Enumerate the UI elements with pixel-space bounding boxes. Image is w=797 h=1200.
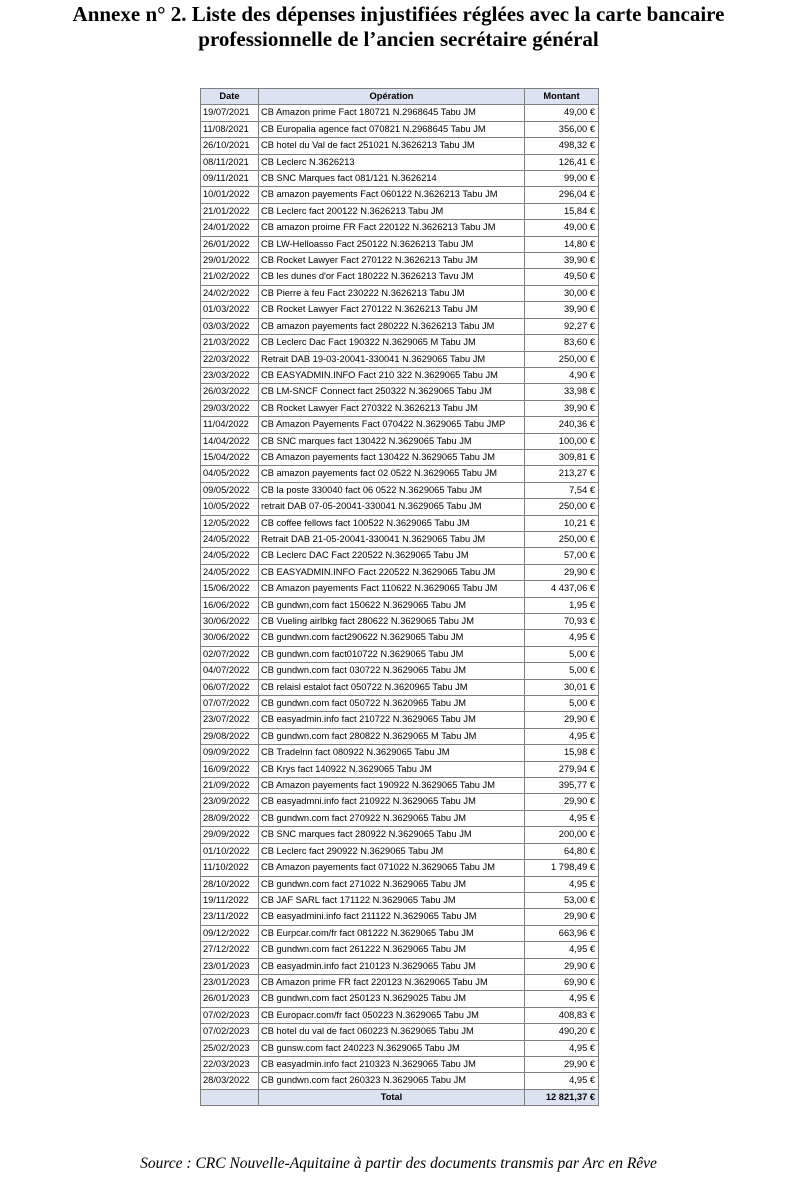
total-row [201, 1089, 599, 1105]
cell-date: 03/03/2022 [201, 318, 259, 334]
table-row [201, 827, 599, 843]
cell-operation: CB gundwn.com fact 261222 N.3629065 Tabu JM [259, 942, 525, 958]
cell-operation: CB gundwn.com fact 270922 N.3629065 Tabu JM [259, 810, 525, 826]
cell-montant: 7,54 € [525, 482, 599, 498]
table-row [201, 1024, 599, 1040]
cell-montant: 99,00 € [525, 171, 599, 187]
table-row [201, 236, 599, 252]
table-row [201, 974, 599, 990]
table-row [201, 417, 599, 433]
cell-date: 01/10/2022 [201, 843, 259, 859]
cell-date: 11/10/2022 [201, 860, 259, 876]
cell-montant: 4 437,06 € [525, 581, 599, 597]
cell-operation: CB les dunes d'or Fact 180222 N.3626213 Tavu JM [259, 269, 525, 285]
cell-operation: CB Europacr.com/fr fact 050223 N.3629065 Tabu JM [259, 1007, 525, 1023]
table-row [201, 761, 599, 777]
cell-date: 29/09/2022 [201, 827, 259, 843]
cell-montant: 53,00 € [525, 892, 599, 908]
cell-montant: 4,95 € [525, 630, 599, 646]
cell-montant: 83,60 € [525, 335, 599, 351]
table-row [201, 728, 599, 744]
cell-operation: CB Leclerc Dac Fact 190322 N.3629065 M Tabu JM [259, 335, 525, 351]
table-row [201, 466, 599, 482]
header-montant: Montant [525, 89, 599, 105]
cell-montant: 490,20 € [525, 1024, 599, 1040]
cell-montant: 4,95 € [525, 991, 599, 1007]
cell-date: 26/01/2022 [201, 236, 259, 252]
cell-date: 23/11/2022 [201, 909, 259, 925]
cell-date: 23/01/2023 [201, 958, 259, 974]
table-row [201, 253, 599, 269]
cell-date: 29/01/2022 [201, 253, 259, 269]
table-row [201, 892, 599, 908]
cell-date: 24/05/2022 [201, 548, 259, 564]
cell-montant: 1 798,49 € [525, 860, 599, 876]
cell-operation: CB amazon payements Fact 060122 N.3626213 Tabu JM [259, 187, 525, 203]
cell-operation: CB Vueling airlbkg fact 280622 N.3629065 Tabu JM [259, 614, 525, 630]
cell-operation: CB Eurpcar.com/fr fact 081222 N.3629065 Tabu JM [259, 925, 525, 941]
cell-montant: 4,95 € [525, 728, 599, 744]
cell-date: 14/04/2022 [201, 433, 259, 449]
title-line-1: Annexe n° 2. Liste des dépenses injustifiées réglées avec la carte bancaire [72, 2, 725, 26]
cell-date: 28/03/2022 [201, 1073, 259, 1089]
table-row [201, 597, 599, 613]
cell-montant: 200,00 € [525, 827, 599, 843]
cell-date: 16/09/2022 [201, 761, 259, 777]
cell-date: 21/02/2022 [201, 269, 259, 285]
cell-montant: 29,90 € [525, 712, 599, 728]
table-row [201, 302, 599, 318]
cell-montant: 49,00 € [525, 220, 599, 236]
cell-date: 29/08/2022 [201, 728, 259, 744]
cell-montant: 39,90 € [525, 302, 599, 318]
cell-date: 02/07/2022 [201, 646, 259, 662]
table-row [201, 187, 599, 203]
cell-date: 23/07/2022 [201, 712, 259, 728]
table-row [201, 138, 599, 154]
cell-operation: CB Europalia agence fact 070821 N.2968645 Tabu JM [259, 121, 525, 137]
cell-date: 28/09/2022 [201, 810, 259, 826]
cell-montant: 15,98 € [525, 745, 599, 761]
cell-montant: 39,90 € [525, 400, 599, 416]
table-row [201, 942, 599, 958]
cell-montant: 4,90 € [525, 367, 599, 383]
table-row [201, 1056, 599, 1072]
cell-date: 24/05/2022 [201, 531, 259, 547]
cell-operation: CB amazon payements fact 280222 N.3626213 Tabu JM [259, 318, 525, 334]
cell-montant: 30,01 € [525, 679, 599, 695]
cell-operation: CB relaisl estalot fact 050722 N.3620965 Tabu JM [259, 679, 525, 695]
table-row [201, 105, 599, 121]
cell-operation: Retrait DAB 19-03-20041-330041 N.3629065 Tabu JM [259, 351, 525, 367]
cell-date: 24/01/2022 [201, 220, 259, 236]
cell-date: 21/03/2022 [201, 335, 259, 351]
cell-montant: 39,90 € [525, 253, 599, 269]
cell-date: 30/06/2022 [201, 614, 259, 630]
table-row [201, 958, 599, 974]
cell-operation: CB Amazon prime Fact 180721 N.2968645 Tabu JM [259, 105, 525, 121]
cell-operation: CB Tradelnn fact 080922 N.3629065 Tabu JM [259, 745, 525, 761]
cell-montant: 663,96 € [525, 925, 599, 941]
cell-date: 19/11/2022 [201, 892, 259, 908]
cell-montant: 70,93 € [525, 614, 599, 630]
cell-date: 25/02/2023 [201, 1040, 259, 1056]
table-row [201, 745, 599, 761]
cell-montant: 29,90 € [525, 794, 599, 810]
total-amount: 12 821,37 € [525, 1089, 599, 1105]
table-row [201, 646, 599, 662]
cell-date: 07/02/2023 [201, 1007, 259, 1023]
cell-date: 10/05/2022 [201, 499, 259, 515]
table-body [201, 105, 599, 1089]
cell-date: 15/06/2022 [201, 581, 259, 597]
table-row [201, 367, 599, 383]
cell-date: 11/08/2021 [201, 121, 259, 137]
cell-operation: CB LM-SNCF Connect fact 250322 N.3629065 Tabu JM [259, 384, 525, 400]
cell-montant: 49,50 € [525, 269, 599, 285]
cell-montant: 29,90 € [525, 909, 599, 925]
cell-montant: 279,94 € [525, 761, 599, 777]
cell-date: 11/04/2022 [201, 417, 259, 433]
table-row [201, 203, 599, 219]
cell-date: 09/12/2022 [201, 925, 259, 941]
cell-montant: 49,00 € [525, 105, 599, 121]
total-label: Total [259, 1089, 525, 1105]
cell-montant: 14,80 € [525, 236, 599, 252]
cell-operation: CB easyadmini.info fact 211122 N.3629065 Tabu JM [259, 909, 525, 925]
cell-date: 04/05/2022 [201, 466, 259, 482]
table-row [201, 1073, 599, 1089]
cell-operation: CB easyadmin.info fact 210123 N.3629065 Tabu JM [259, 958, 525, 974]
header-operation: Opération [259, 89, 525, 105]
cell-date: 29/03/2022 [201, 400, 259, 416]
cell-montant: 92,27 € [525, 318, 599, 334]
table-row [201, 171, 599, 187]
table-row [201, 843, 599, 859]
cell-montant: 309,81 € [525, 449, 599, 465]
cell-montant: 498,32 € [525, 138, 599, 154]
cell-montant: 4,95 € [525, 876, 599, 892]
cell-montant: 64,80 € [525, 843, 599, 859]
cell-date: 01/03/2022 [201, 302, 259, 318]
cell-operation: CB Amazon payements fact 071022 N.3629065 Tabu JM [259, 860, 525, 876]
cell-date: 23/09/2022 [201, 794, 259, 810]
cell-date: 27/12/2022 [201, 942, 259, 958]
cell-montant: 408,83 € [525, 1007, 599, 1023]
cell-operation: CB gundwn.com fact 030722 N.3629065 Tabu JM [259, 663, 525, 679]
table-row [201, 548, 599, 564]
cell-montant: 4,95 € [525, 942, 599, 958]
expenses-table [200, 88, 599, 1106]
table-row [201, 712, 599, 728]
cell-date: 21/09/2022 [201, 778, 259, 794]
cell-montant: 250,00 € [525, 351, 599, 367]
cell-operation: CB Leclerc fact 290922 N.3629065 Tabu JM [259, 843, 525, 859]
cell-montant: 213,27 € [525, 466, 599, 482]
table-row [201, 860, 599, 876]
cell-montant: 5,00 € [525, 663, 599, 679]
cell-operation: CB coffee fellows fact 100522 N.3629065 Tabu JM [259, 515, 525, 531]
cell-operation: CB gundwn.com fact 260323 N.3629065 Tabu JM [259, 1073, 525, 1089]
cell-operation: Retrait DAB 21-05-20041-330041 N.3629065 Tabu JM [259, 531, 525, 547]
cell-date: 09/11/2021 [201, 171, 259, 187]
cell-operation: CB gundwn.com fact010722 N.3629065 Tabu JM [259, 646, 525, 662]
cell-montant: 57,00 € [525, 548, 599, 564]
cell-operation: CB easyadmni.info fact 210922 N.3629065 Tabu JM [259, 794, 525, 810]
cell-montant: 29,90 € [525, 564, 599, 580]
cell-montant: 10,21 € [525, 515, 599, 531]
cell-date: 26/03/2022 [201, 384, 259, 400]
table-row [201, 614, 599, 630]
cell-date: 22/03/2022 [201, 351, 259, 367]
cell-date: 26/01/2023 [201, 991, 259, 1007]
cell-operation: CB SNC Marques fact 081/121 N.3626214 [259, 171, 525, 187]
cell-operation: CB Krys fact 140922 N.3629065 Tabu JM [259, 761, 525, 777]
cell-operation: CB Rocket Lawyer Fact 270122 N.3626213 Tabu JM [259, 302, 525, 318]
cell-montant: 5,00 € [525, 696, 599, 712]
cell-montant: 33,98 € [525, 384, 599, 400]
cell-operation: CB easyadmin.info fact 210323 N.3629065 Tabu JM [259, 1056, 525, 1072]
table-row [201, 679, 599, 695]
cell-operation: CB SNC marques fact 280922 N.3629065 Tabu JM [259, 827, 525, 843]
cell-date: 15/04/2022 [201, 449, 259, 465]
table-row [201, 269, 599, 285]
cell-operation: CB amazon proime FR Fact 220122 N.3626213 Tabu JM [259, 220, 525, 236]
table-header-row [201, 89, 599, 105]
table-row [201, 318, 599, 334]
cell-operation: CB Leclerc fact 200122 N.3626213 Tabu JM [259, 203, 525, 219]
cell-montant: 356,00 € [525, 121, 599, 137]
cell-operation: CB Rocket Lawyer Fact 270322 N.3626213 Tabu JM [259, 400, 525, 416]
table-row [201, 449, 599, 465]
cell-montant: 250,00 € [525, 531, 599, 547]
cell-operation: retrait DAB 07-05-20041-330041 N.3629065 Tabu JM [259, 499, 525, 515]
table-row [201, 909, 599, 925]
cell-operation: CB SNC marques fact 130422 N.3629065 Tabu JM [259, 433, 525, 449]
table-row [201, 564, 599, 580]
total-empty-cell [201, 1089, 259, 1105]
cell-date: 19/07/2021 [201, 105, 259, 121]
table-row [201, 515, 599, 531]
cell-operation: CB Leclerc DAC Fact 220522 N.3629065 Tabu JM [259, 548, 525, 564]
table-row [201, 696, 599, 712]
cell-operation: CB EASYADMIN.INFO Fact 210 322 N.3629065 Tabu JM [259, 367, 525, 383]
cell-operation: CB Rocket Lawyer Fact 270122 N.3626213 Tabu JM [259, 253, 525, 269]
cell-montant: 126,41 € [525, 154, 599, 170]
cell-operation: CB Amazon payements fact 130422 N.3629065 Tabu JM [259, 449, 525, 465]
table-row [201, 991, 599, 1007]
cell-operation: CB Amazon payements fact 190922 N.3629065 Tabu JM [259, 778, 525, 794]
cell-montant: 29,90 € [525, 1056, 599, 1072]
cell-montant: 395,77 € [525, 778, 599, 794]
cell-date: 12/05/2022 [201, 515, 259, 531]
table-row [201, 810, 599, 826]
cell-operation: CB Amazon payements Fact 110622 N.3629065 Tabu JM [259, 581, 525, 597]
table-row [201, 630, 599, 646]
table-row [201, 335, 599, 351]
cell-operation: CB hotel du Val de fact 251021 N.3626213 Tabu JM [259, 138, 525, 154]
cell-operation: CB Amazon prime FR fact 220123 N.3629065 Tabu JM [259, 974, 525, 990]
cell-date: 24/02/2022 [201, 285, 259, 301]
cell-date: 09/05/2022 [201, 482, 259, 498]
cell-date: 08/11/2021 [201, 154, 259, 170]
table-row [201, 876, 599, 892]
cell-operation: CB Leclerc N.3626213 [259, 154, 525, 170]
table-row [201, 794, 599, 810]
cell-date: 28/10/2022 [201, 876, 259, 892]
cell-operation: CB gunsw.com fact 240223 N.3629065 Tabu JM [259, 1040, 525, 1056]
cell-montant: 1,95 € [525, 597, 599, 613]
title-line-2: professionnelle de l’ancien secrétaire général [198, 27, 599, 51]
table-row [201, 1007, 599, 1023]
table-row [201, 121, 599, 137]
table-row [201, 1040, 599, 1056]
cell-date: 24/05/2022 [201, 564, 259, 580]
cell-operation: CB hotel du val de fact 060223 N.3629065 Tabu JM [259, 1024, 525, 1040]
cell-montant: 296,04 € [525, 187, 599, 203]
cell-date: 07/02/2023 [201, 1024, 259, 1040]
cell-date: 04/07/2022 [201, 663, 259, 679]
source-note: Source : CRC Nouvelle-Aquitaine à partir des documents transmis par Arc en Rêve [140, 1155, 657, 1172]
cell-montant: 4,95 € [525, 810, 599, 826]
table-row [201, 778, 599, 794]
cell-date: 16/06/2022 [201, 597, 259, 613]
table-row [201, 400, 599, 416]
cell-date: 10/01/2022 [201, 187, 259, 203]
cell-montant: 4,95 € [525, 1073, 599, 1089]
cell-operation: CB EASYADMIN.INFO Fact 220522 N.3629065 Tabu JM [259, 564, 525, 580]
table-row [201, 482, 599, 498]
table-row [201, 663, 599, 679]
table-row [201, 220, 599, 236]
cell-montant: 5,00 € [525, 646, 599, 662]
cell-montant: 240,36 € [525, 417, 599, 433]
table-row [201, 531, 599, 547]
cell-date: 26/10/2021 [201, 138, 259, 154]
cell-montant: 69,90 € [525, 974, 599, 990]
cell-date: 09/09/2022 [201, 745, 259, 761]
table-row [201, 433, 599, 449]
cell-montant: 29,90 € [525, 958, 599, 974]
cell-operation: CB Amazon Payements Fact 070422 N.3629065 Tabu JMP [259, 417, 525, 433]
table-row [201, 351, 599, 367]
table-row [201, 581, 599, 597]
cell-date: 22/03/2023 [201, 1056, 259, 1072]
cell-operation: CB LW-Helloasso Fact 250122 N.3626213 Tabu JM [259, 236, 525, 252]
cell-operation: CB gundwn,com fact 150622 N.3629065 Tabu JM [259, 597, 525, 613]
cell-operation: CB gundwn.com fact 271022 N.3629065 Tabu JM [259, 876, 525, 892]
cell-date: 23/01/2023 [201, 974, 259, 990]
cell-operation: CB la poste 330040 fact 06 0522 N.3629065 Tabu JM [259, 482, 525, 498]
table-row [201, 154, 599, 170]
cell-operation: CB gundwn.com fact 050722 N.3620965 Tabu JM [259, 696, 525, 712]
cell-date: 23/03/2022 [201, 367, 259, 383]
cell-operation: CB gundwn.com fact290622 N.3629065 Tabu JM [259, 630, 525, 646]
cell-operation: CB Pierre à feu Fact 230222 N.3626213 Tabu JM [259, 285, 525, 301]
cell-montant: 100,00 € [525, 433, 599, 449]
cell-operation: CB amazon payements fact 02 0522 N.3629065 Tabu JM [259, 466, 525, 482]
cell-operation: CB JAF SARL fact 171122 N.3629065 Tabu JM [259, 892, 525, 908]
table-row [201, 384, 599, 400]
page-title [0, 2, 797, 52]
cell-date: 06/07/2022 [201, 679, 259, 695]
cell-montant: 30,00 € [525, 285, 599, 301]
cell-date: 21/01/2022 [201, 203, 259, 219]
cell-date: 07/07/2022 [201, 696, 259, 712]
cell-operation: CB gundwn.com fact 250123 N.3629025 Tabu JM [259, 991, 525, 1007]
cell-montant: 250,00 € [525, 499, 599, 515]
cell-operation: CB gundwn.com fact 280822 N.3629065 M Tabu JM [259, 728, 525, 744]
header-date: Date [201, 89, 259, 105]
cell-montant: 4,95 € [525, 1040, 599, 1056]
table-row [201, 285, 599, 301]
cell-date: 30/06/2022 [201, 630, 259, 646]
table-row [201, 925, 599, 941]
cell-montant: 15,84 € [525, 203, 599, 219]
table-row [201, 499, 599, 515]
cell-operation: CB easyadmin.info fact 210722 N.3629065 Tabu JM [259, 712, 525, 728]
